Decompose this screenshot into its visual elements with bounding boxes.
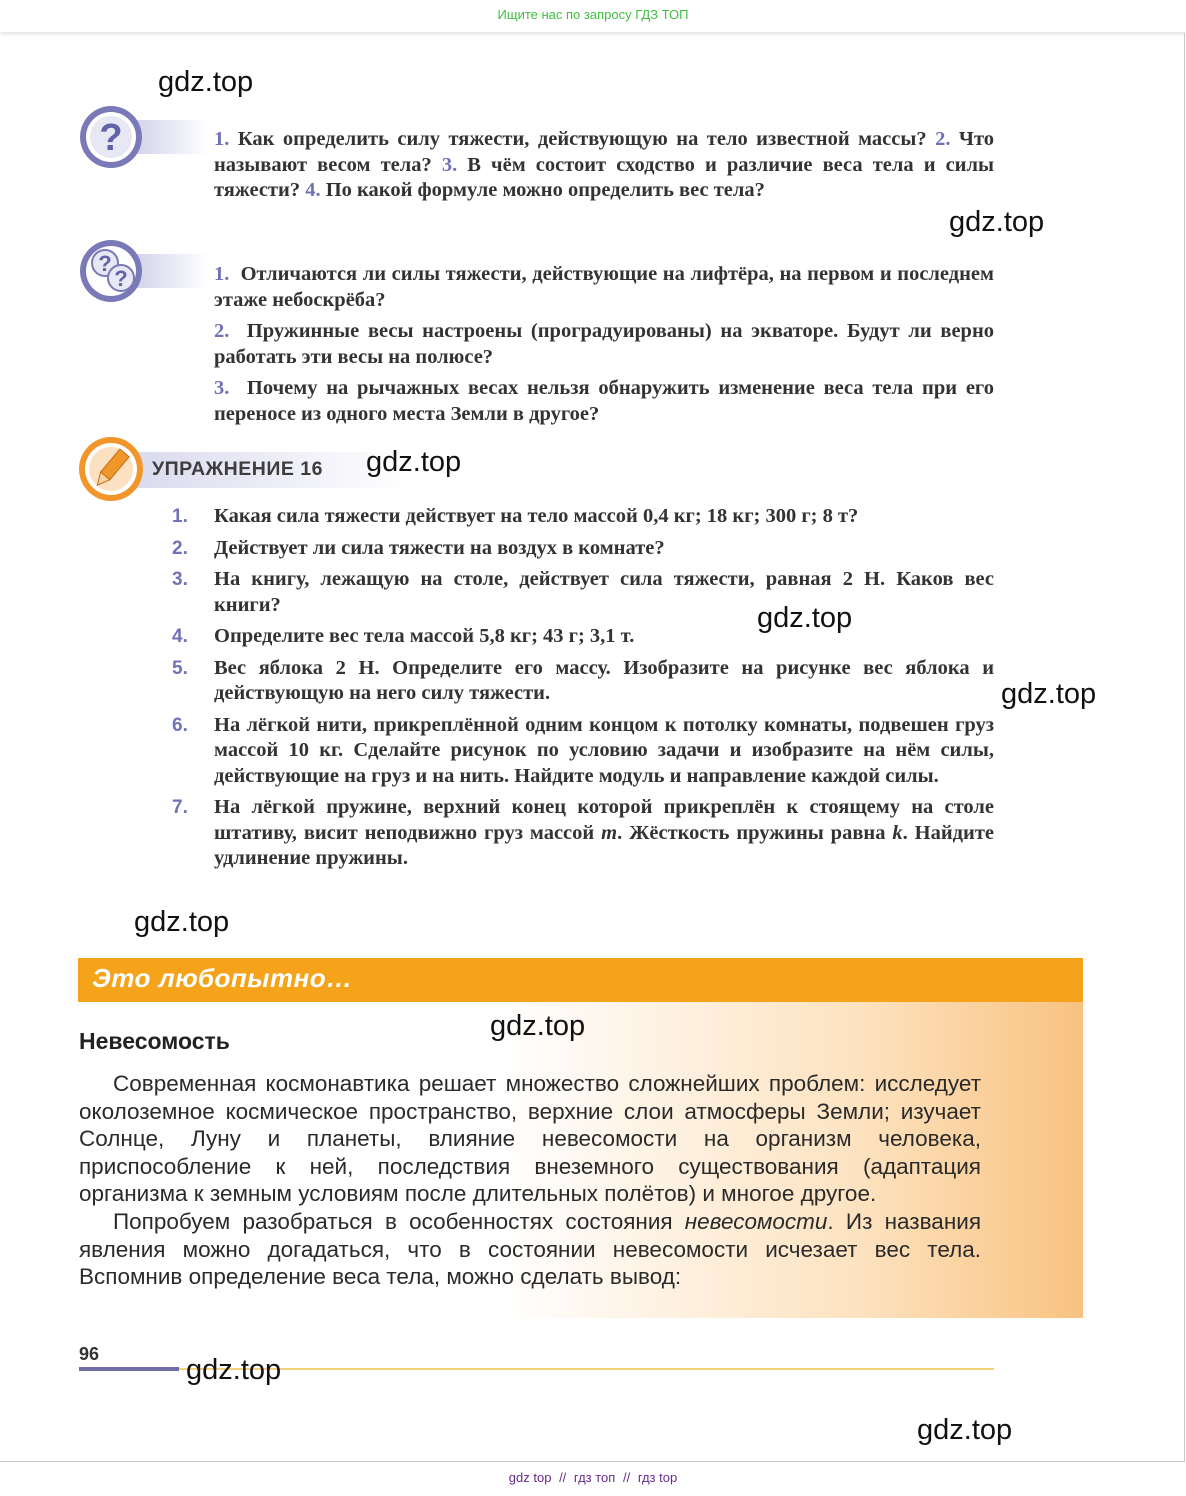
watermark: gdz.top (186, 1354, 282, 1386)
discussion-text: Пружинные весы настроены (проградуированы) на экваторе. Будут ли верно работать эти весы на полюсе? (214, 320, 995, 368)
discussion-item (214, 262, 994, 313)
exercise-number: 6. (172, 714, 188, 736)
page-rule-left (79, 1367, 179, 1371)
search-hint-banner: Ищите нас по запросу ГДЗ ТОП (0, 0, 1186, 32)
question-text: По какой формуле можно определить вес тела? (325, 179, 765, 201)
discussion-number: 1. (214, 263, 230, 285)
question-number: 3. (441, 153, 458, 176)
svg-text:?: ? (114, 266, 128, 291)
question-text: В чём состоит сходство и различие веса тела и силы тяжести? (214, 153, 994, 201)
watermark: gdz.top (757, 602, 853, 634)
exercise-text: На лёгкой пружине, верхний конец которой прикреплён к стоящему на столе штативу, висит неподвижно груз массой (214, 796, 994, 844)
exercise-item (172, 656, 994, 707)
exercise-number: 5. (172, 657, 188, 679)
footer-links (0, 1470, 1186, 1485)
watermark: gdz.top (949, 206, 1045, 238)
exercise-text: Определите вес тела массой 5,8 кг; 43 г; 3,1 т. (214, 625, 635, 647)
exercise-text: . Жёсткость пружины равна (617, 821, 893, 844)
exercise-number: 1. (172, 506, 188, 527)
curious-title: Это любопытно… (92, 963, 353, 993)
exercise-number: 3. (172, 569, 188, 590)
watermark: gdz.top (917, 1414, 1013, 1446)
discussion-item (214, 376, 994, 427)
footer-separator: // (559, 1470, 567, 1485)
exercise-text: На лёгкой нити, прикреплённой одним концом к потолку комнаты, подвешен груз массой 10 кг. Сделайте рисунок по условию задачи и изобразите на нём силы, действующие на груз и на нить. Найдите модуль и направление каждой силы. (214, 713, 994, 787)
discussion-text: Отличаются ли силы тяжести, действующие на лифтёра, на первом и последнем этаже небоскрёба? (214, 263, 994, 311)
watermark: gdz.top (1001, 678, 1097, 710)
watermark: gdz.top (134, 906, 230, 938)
exercise-item (172, 504, 994, 530)
curious-body (79, 1070, 981, 1291)
svg-text:?: ? (99, 117, 123, 159)
section-heading: Невесомость (79, 1028, 230, 1054)
question-icon (78, 104, 208, 170)
discussion-number: 3. (214, 377, 230, 399)
variable-m: m (601, 821, 618, 844)
question-number: 4. (305, 179, 321, 201)
emphasis-term: невесомости (684, 1208, 828, 1234)
question-number: 1. (214, 128, 230, 150)
exercise-item (172, 624, 994, 650)
footer-link[interactable]: гдз top (637, 1470, 678, 1485)
paragraph (79, 1208, 981, 1291)
exercise-item (172, 795, 994, 872)
exercise-title: УПРАЖНЕНИЕ 16 (152, 458, 323, 480)
questions-block (214, 127, 994, 204)
discussion-item (214, 319, 994, 370)
page-number: 96 (79, 1344, 100, 1364)
exercise-text: Какая сила тяжести действует на тело массой 0,4 кг; 18 кг; 300 г; 8 т? (214, 505, 859, 527)
exercise-text: Вес яблока 2 Н. Определите его массу. Изобразите на рисунке вес яблока и действующую на него силу тяжести. (214, 656, 994, 704)
exercise-item (172, 567, 994, 618)
discussion-text: Почему на рычажных весах нельзя обнаружить изменение веса тела при его переносе из одного места Земли в другое? (214, 377, 994, 425)
variable-k: k (892, 821, 903, 844)
exercise-number: 2. (172, 537, 188, 559)
question-text: Что называют весом тела? (214, 128, 995, 176)
question-number: 2. (935, 128, 951, 150)
exercise-text: Действует ли сила тяжести на воздух в комнате? (214, 536, 665, 559)
exercise-text: . Найдите удлинение пружины. (214, 821, 994, 869)
watermark: gdz.top (366, 446, 462, 478)
question-text: Как определить силу тяжести, действующую на тело известной массы? (237, 128, 927, 150)
exercise-number: 7. (172, 797, 188, 818)
footer-link[interactable]: гдз топ (573, 1470, 616, 1485)
paragraph-text: Попробуем разобраться в особенностях состояния (113, 1208, 685, 1234)
watermark: gdz.top (490, 1010, 586, 1042)
svg-text:?: ? (98, 251, 112, 276)
page-rule-right (179, 1368, 994, 1370)
footer-link[interactable]: gdz top (508, 1470, 552, 1485)
paragraph-text: . Из названия явления можно догадаться, что в состоянии невесомости исчезает вес тела. Вспомнив определение веса тела, можно сделать вывод: (79, 1208, 981, 1290)
exercise-text: На книгу, лежащую на столе, действует сила тяжести, равная 2 Н. Каков вес книги? (214, 568, 994, 616)
exercise-number: 4. (172, 626, 188, 647)
exercise-list (172, 504, 994, 878)
discussion-number: 2. (214, 320, 230, 342)
footer-separator: // (622, 1470, 631, 1485)
discussion-icon (78, 236, 208, 306)
exercise-item (172, 713, 994, 790)
exercise-item (172, 536, 994, 562)
discussion-block (214, 262, 994, 433)
watermark: gdz.top (158, 66, 254, 98)
paragraph: Современная космонавтика решает множество сложнейших проблем: исследует околоземное космическое пространство, верхние слои атмосферы Земли; изучает Солнце, Луну и планеты, влияние невесомости на организм человека, приспособление к ней, последствия внеземного существования (адаптация организма к земным условиям после длительных полётов) и многое другое. (79, 1071, 981, 1207)
